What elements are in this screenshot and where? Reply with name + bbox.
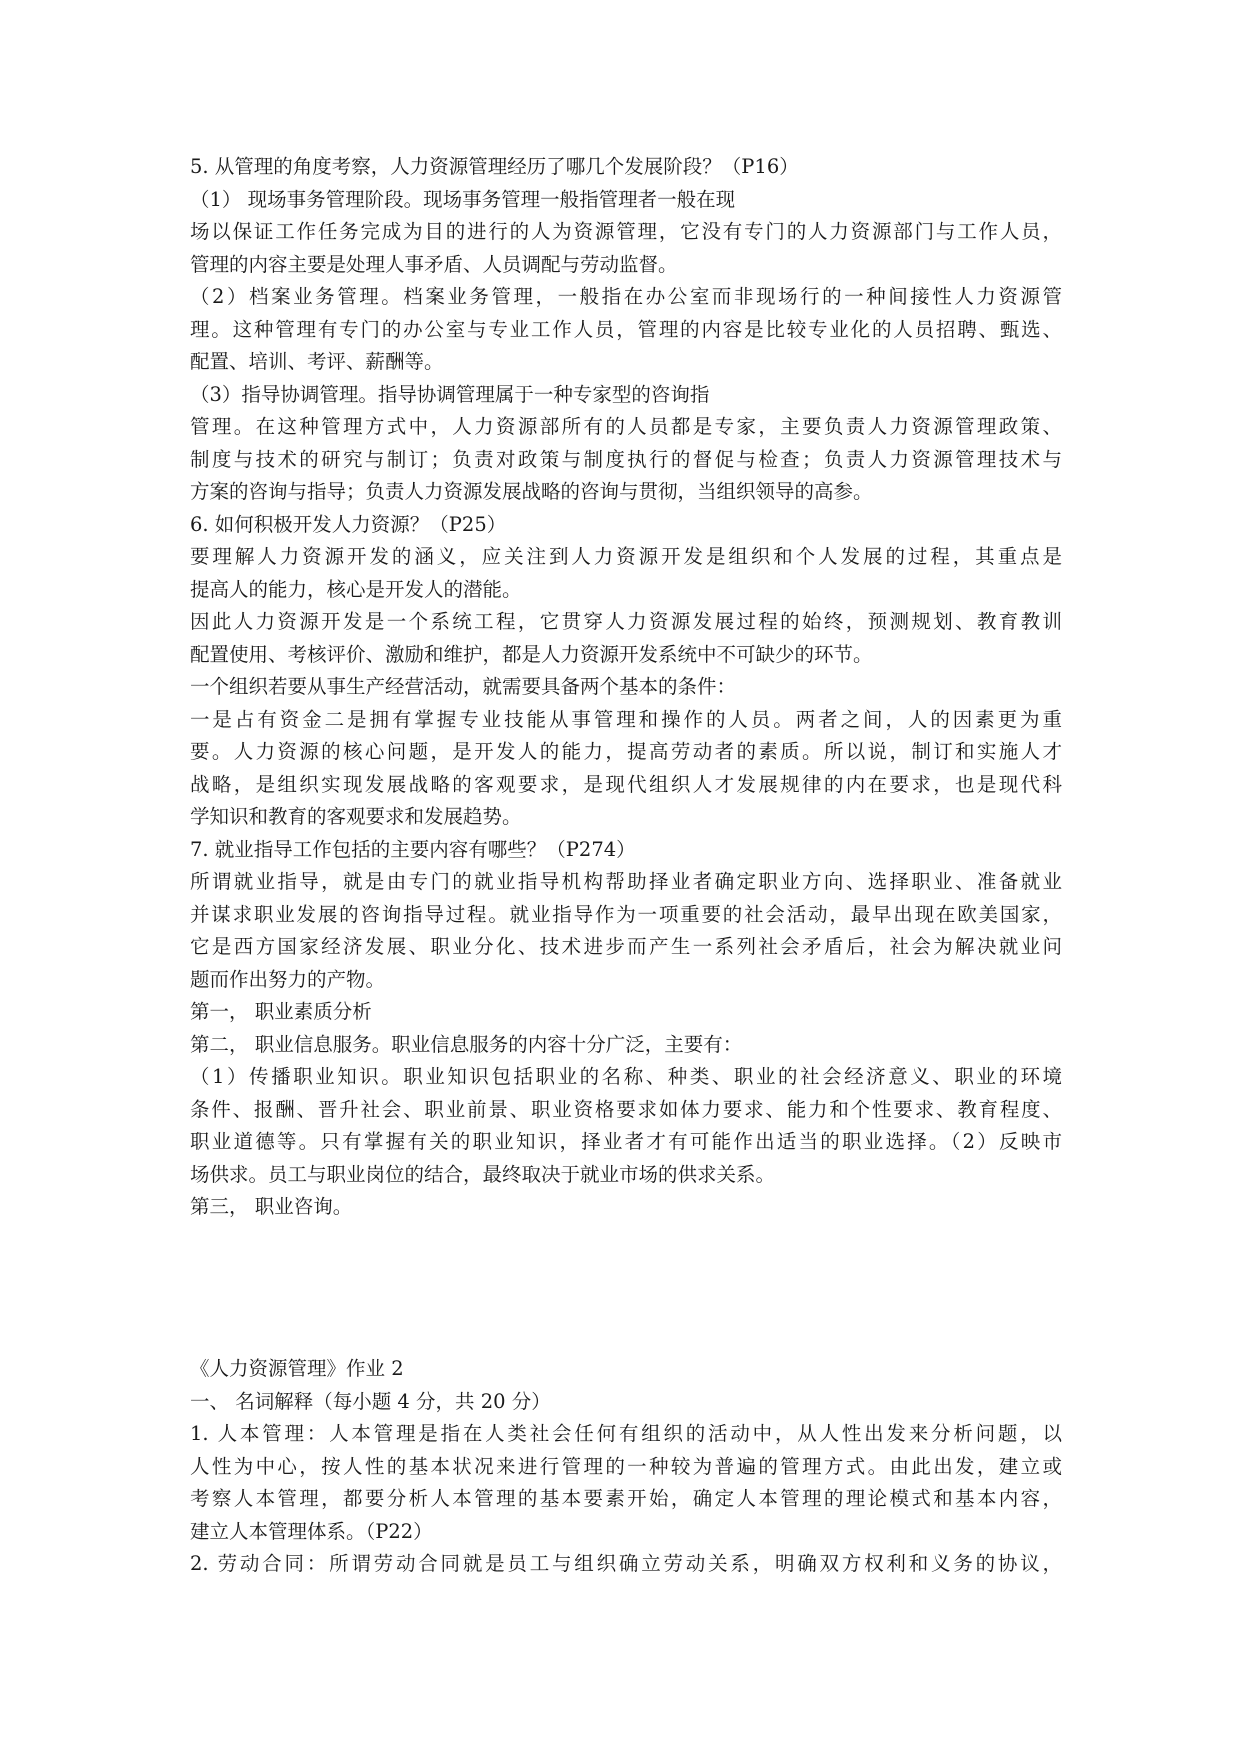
text-line: 一、 名词解释（每小题 4 分，共 20 分）	[190, 1389, 551, 1413]
text-line: 职业道德等。只有掌握有关的职业知识，择业者才有可能作出适当的职业选择。（2）反映市	[190, 1130, 1062, 1153]
text-line: 第一， 职业素质分析	[190, 1000, 372, 1023]
text-line: 条件、报酬、晋升社会、职业前景、职业资格要求如体力要求、能力和个性要求、教育程度、	[190, 1097, 1062, 1121]
text-line: 学知识和教育的客观要求和发展趋势。	[190, 805, 522, 828]
section-homework-1-answers	[190, 151, 1062, 1224]
text-line: 理。这种管理有专门的办公室与专业工作人员，管理的内容是比较专业化的人员招聘、甄选、	[190, 317, 1062, 341]
text-line: 因此人力资源开发是一个系统工程，它贯穿人力资源发展过程的始终，预测规划、教育教训	[190, 610, 1062, 633]
text-line: 1. 人本管理：人本管理是指在人类社会任何有组织的活动中，从人性出发来分析问题，以	[190, 1422, 1062, 1445]
text-line: 场供求。员工与职业岗位的结合，最终取决于就业市场的供求关系。	[190, 1162, 776, 1186]
text-line: 方案的咨询与指导；负责人力资源发展战略的咨询与贯彻，当组织领导的高参。	[190, 480, 873, 503]
text-line: 制度与技术的研究与制订；负责对政策与制度执行的督促与检查；负责人力资源管理技术与	[190, 447, 1062, 471]
text-line: 2. 劳动合同：所谓劳动合同就是员工与组织确立劳动关系，明确双方权利和义务的协议，	[190, 1552, 1062, 1575]
text-line: 5. 从管理的角度考察，人力资源管理经历了哪几个发展阶段？（P16）	[190, 155, 799, 178]
text-line: 要理解人力资源开发的涵义，应关注到人力资源开发是组织和个人发展的过程，其重点是	[190, 545, 1062, 568]
text-line: 战略，是组织实现发展战略的客观要求，是现代组织人才发展规律的内在要求，也是现代科	[190, 772, 1062, 796]
text-line: 第二， 职业信息服务。职业信息服务的内容十分广泛，主要有：	[190, 1032, 743, 1056]
text-line: 题而作出努力的产物。	[190, 967, 386, 991]
text-line: 一是占有资金二是拥有掌握专业技能从事管理和操作的人员。两者之间，人的因素更为重	[190, 707, 1062, 731]
text-line: 并谋求职业发展的咨询指导过程。就业指导作为一项重要的社会活动，最早出现在欧美国家，	[190, 902, 1062, 926]
section-homework-2	[190, 1353, 1062, 1581]
text-line: 所谓就业指导，就是由专门的就业指导机构帮助择业者确定职业方向、选择职业、准备就业	[190, 870, 1062, 893]
text-line: （1）传播职业知识。职业知识包括职业的名称、种类、职业的社会经济意义、职业的环境	[190, 1065, 1062, 1088]
text-line: （1） 现场事务管理阶段。现场事务管理一般指管理者一般在现	[190, 187, 736, 211]
text-line: 建立人本管理体系。（P22）	[190, 1519, 433, 1543]
text-line: 配置、培训、考评、薪酬等。	[190, 350, 444, 373]
text-line: 它是西方国家经济发展、职业分化、技术进步而产生一系列社会矛盾后，社会为解决就业问	[190, 935, 1062, 958]
text-line: 管理的内容主要是处理人事矛盾、人员调配与劳动监督。	[190, 252, 678, 276]
text-line: 6. 如何积极开发人力资源？（P25）	[190, 512, 507, 536]
text-line: （2）档案业务管理。档案业务管理，一般指在办公室而非现场行的一种间接性人力资源管	[190, 285, 1062, 308]
text-line: 场以保证工作任务完成为目的进行的人为资源管理，它没有专门的人力资源部门与工作人员，	[190, 220, 1062, 243]
text-line: 考察人本管理，都要分析人本管理的基本要素开始，确定人本管理的理论模式和基本内容，	[190, 1487, 1062, 1510]
text-line: 配置使用、考核评价、激励和维护，都是人力资源开发系统中不可缺少的环节。	[190, 642, 873, 666]
text-line: （3）指导协调管理。指导协调管理属于一种专家型的咨询指	[190, 382, 710, 406]
text-line: 一个组织若要从事生产经营活动，就需要具备两个基本的条件：	[190, 675, 737, 698]
text-line: 人性为中心，按人性的基本状况来进行管理的一种较为普遍的管理方式。由此出发，建立或	[190, 1454, 1062, 1478]
text-line: 要。人力资源的核心问题，是开发人的能力，提高劳动者的素质。所以说，制订和实施人才	[190, 740, 1062, 763]
text-line: 7. 就业指导工作包括的主要内容有哪些？（P274）	[190, 837, 636, 861]
text-line: 管理。在这种管理方式中，人力资源部所有的人员都是专家，主要负责人力资源管理政策、	[190, 415, 1062, 438]
text-line: 提高人的能力，核心是开发人的潜能。	[190, 577, 522, 601]
text-line: 《人力资源管理》作业 2	[190, 1357, 404, 1380]
text-line: 第三， 职业咨询。	[190, 1195, 353, 1218]
